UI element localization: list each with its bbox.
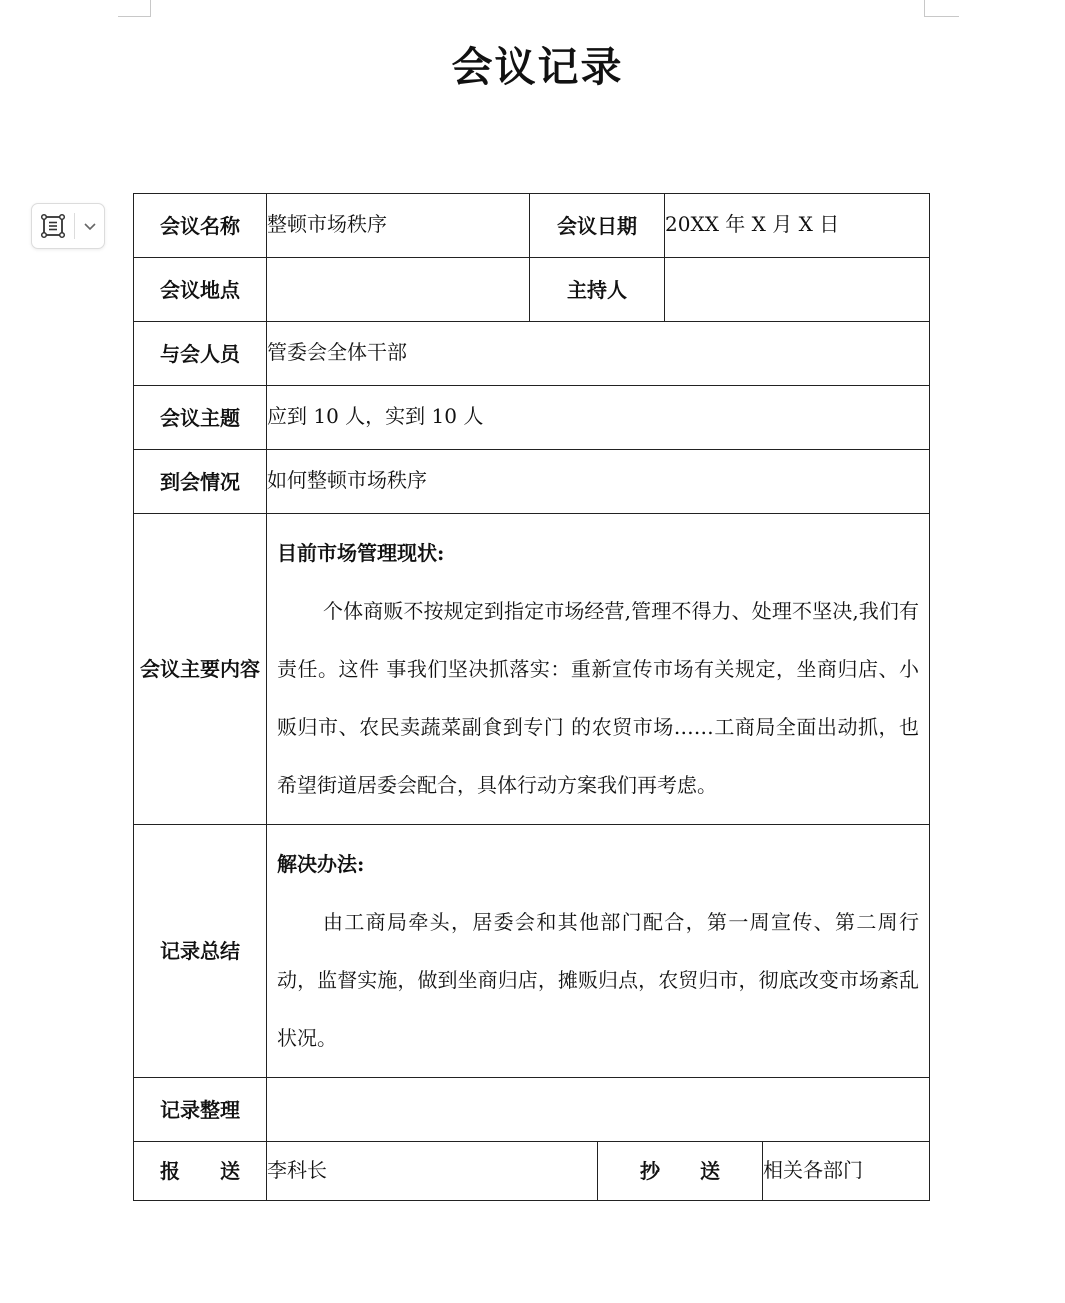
summary-body: 由工商局牵头，居委会和其他部门配合，第一周宣传、第二周行动，监督实施，做到坐商归店，摊贩归点，农贸归市，彻底改变市场紊乱状况。 bbox=[277, 910, 920, 1050]
topic-cell[interactable] bbox=[267, 386, 930, 450]
table-row bbox=[134, 194, 930, 258]
page-corner-mark-right bbox=[924, 0, 959, 17]
table-row bbox=[134, 258, 930, 322]
summary-label: 记录总结 bbox=[134, 825, 267, 1078]
location-label: 会议地点 bbox=[134, 258, 267, 322]
summary-cell[interactable] bbox=[267, 825, 930, 1078]
send-to-cell[interactable] bbox=[267, 1142, 598, 1201]
content-label: 会议主要内容 bbox=[134, 514, 267, 825]
attendees-cell[interactable] bbox=[267, 322, 930, 386]
location-cell[interactable] bbox=[267, 258, 530, 322]
meeting-date-cell[interactable] bbox=[665, 194, 930, 258]
meeting-date-label: 会议日期 bbox=[530, 194, 665, 258]
meeting-date-value: 20XX 年 X 月 X 日 bbox=[665, 212, 840, 236]
topic-value: 应到 10 人，实到 10 人 bbox=[267, 404, 484, 428]
frame-icon[interactable] bbox=[32, 204, 74, 248]
attendees-value: 管委会全体干部 bbox=[267, 340, 407, 364]
cc-label-char-2: 送 bbox=[700, 1159, 720, 1183]
document-title: 会议记录 bbox=[451, 43, 624, 91]
attendance-value: 如何整顿市场秩序 bbox=[267, 468, 427, 492]
content-body: 个体商贩不按规定到指定市场经营,管理不得力、处理不坚决,我们有责任。这件 事我们坚决抓落实：重新宣传市场有关规定，坐商归店、小贩归市、农民卖蔬菜副食到专门 的农贸市场……工商局全面出动抓，也希望街道居委会配合，具体行动方案我们再考虑。 bbox=[277, 599, 920, 797]
attendees-label: 与会人员 bbox=[134, 322, 267, 386]
cc-value: 相关各部门 bbox=[763, 1157, 863, 1182]
table-row bbox=[134, 514, 930, 825]
attendance-cell[interactable] bbox=[267, 450, 930, 514]
send-to-value: 李科长 bbox=[267, 1157, 327, 1182]
recorder-cell[interactable] bbox=[267, 1078, 930, 1142]
table-row bbox=[134, 386, 930, 450]
cc-label-char-1: 抄 bbox=[640, 1159, 660, 1183]
cc-label bbox=[598, 1142, 763, 1201]
topic-label: 会议主题 bbox=[134, 386, 267, 450]
table-tools-button[interactable] bbox=[31, 203, 105, 249]
table-row bbox=[134, 825, 930, 1078]
meeting-record-table bbox=[133, 193, 930, 1201]
chevron-down-icon[interactable] bbox=[75, 204, 104, 248]
send-to-label-char-2: 送 bbox=[220, 1159, 240, 1183]
table-row bbox=[134, 450, 930, 514]
attendance-label: 到会情况 bbox=[134, 450, 267, 514]
meeting-name-cell[interactable] bbox=[267, 194, 530, 258]
table-row bbox=[134, 1142, 930, 1201]
recorder-label: 记录整理 bbox=[134, 1078, 267, 1142]
host-label: 主持人 bbox=[530, 258, 665, 322]
page-corner-mark-left bbox=[118, 0, 151, 17]
table-row bbox=[134, 322, 930, 386]
content-cell[interactable] bbox=[267, 514, 930, 825]
summary-heading: 解决办法: bbox=[277, 852, 365, 876]
send-to-label-char-1: 报 bbox=[160, 1159, 180, 1183]
table-row bbox=[134, 1078, 930, 1142]
send-to-label bbox=[134, 1142, 267, 1201]
meeting-name-label: 会议名称 bbox=[134, 194, 267, 258]
cc-cell[interactable] bbox=[763, 1142, 930, 1201]
content-heading: 目前市场管理现状: bbox=[277, 541, 445, 565]
meeting-name-value: 整顿市场秩序 bbox=[267, 212, 387, 236]
host-cell[interactable] bbox=[665, 258, 930, 322]
